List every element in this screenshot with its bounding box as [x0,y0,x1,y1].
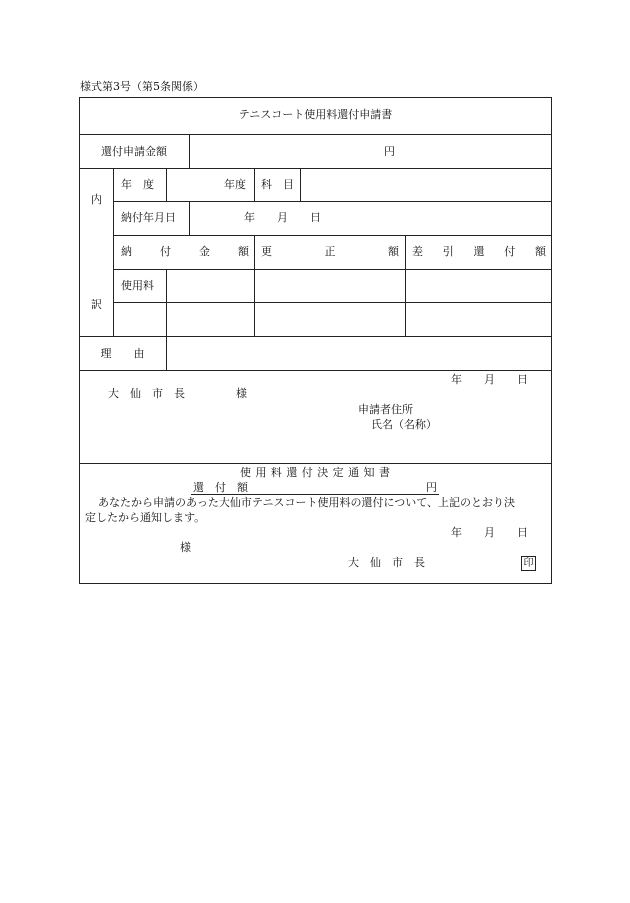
rule [189,134,190,168]
notice-body-line-1: あなたから申請のあった大仙市テニスコート使用料の還付について、上記のとおり決 [98,496,516,509]
form-number: 様式第3号（第5条関係） [80,80,204,93]
notice-body-line-2: 定したから通知します。 [85,511,206,524]
seal-mark: 印 [521,556,536,571]
breakdown-label-bottom: 訳 [91,298,102,311]
breakdown-label-top: 内 [91,193,102,206]
notice-date: 年 月 日 [451,526,528,539]
refund-amount-label: 還付申請金額 [101,145,167,158]
payment-date-label: 納付年月日 [121,211,176,224]
notice-honorific: 様 [180,541,191,554]
rule [79,336,552,337]
rule [254,168,255,201]
application-addressee: 大 仙 市 長 [108,387,185,400]
fiscal-year-label: 年 度 [121,178,154,191]
application-honorific: 様 [236,387,247,400]
fiscal-year-unit: 年度 [224,178,246,191]
rule [113,269,552,270]
rule [113,201,552,202]
rule [113,302,552,303]
rule [79,463,552,464]
subject-label: 科 目 [261,178,294,191]
rule [166,336,167,370]
rule [300,168,301,201]
notice-amount-label: 還 付 額 [193,481,248,494]
application-date: 年 月 日 [451,373,528,386]
rule [166,168,167,201]
reason-label: 理 由 [100,347,145,360]
notice-amount-underline [191,494,439,495]
applicant-name-label: 氏名（名称） [371,418,437,431]
rule [79,134,552,135]
rule [113,235,552,236]
rule [166,269,167,336]
rule [79,370,552,371]
applicant-address-label: 申請者住所 [358,403,413,416]
header-net-refund-amount: 差 引 還 付 額 [412,245,546,258]
rule [189,201,190,235]
refund-amount-unit: 円 [384,145,395,158]
payment-date-format: 年 月 日 [244,211,321,224]
usage-fee-label: 使用料 [121,279,154,292]
notice-amount-unit: 円 [426,481,437,494]
rule [405,235,406,336]
header-correction-amount: 更 正 額 [261,245,399,258]
notice-issuer: 大 仙 市 長 [348,556,425,569]
rule [254,235,255,336]
rule [79,168,552,169]
form-title: テニスコート使用料還付申請書 [238,108,393,121]
header-payment-amount: 納 付 金 額 [121,245,249,258]
rule [113,168,114,336]
notice-title: 使用料還付決定通知書 [240,466,390,479]
